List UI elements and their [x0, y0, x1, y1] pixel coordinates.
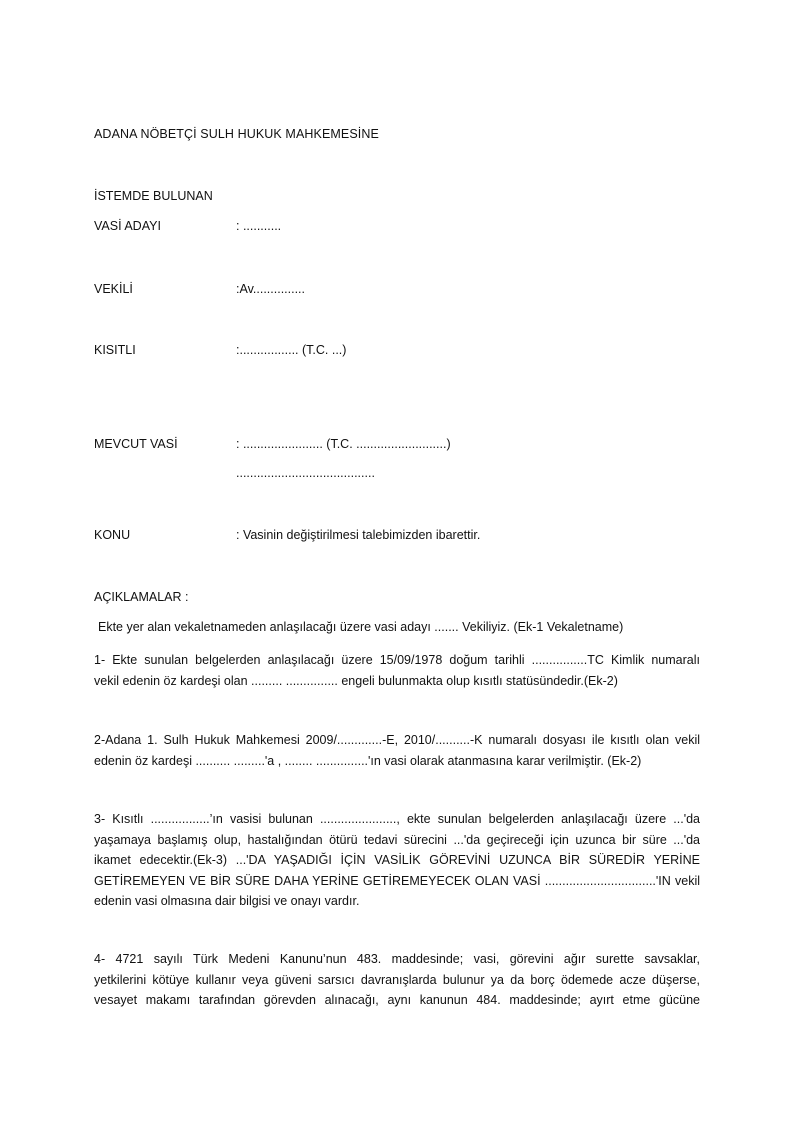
- paragraph-line: 2-Adana 1. Sulh Hukuk Mahkemesi 2009/.............-E, 2010/..........-K numaralı dosyası ile kısıtlı olan vekil: [94, 733, 700, 747]
- explanations-heading: AÇIKLAMALAR :: [94, 590, 189, 604]
- current-guardian-value-line2: ........................................: [236, 466, 375, 480]
- paragraph-line: vekil edenin öz kardeşi olan ......... ............... engeli bulunmakta olup kısıtlı statüsündedir.(Ek-2): [94, 673, 618, 688]
- paragraph-line: yetkilerini kötüye kullanır veya güveni sarsıcı davranışlarda bulunur ya da borç ödemede acze düşerse,: [94, 972, 700, 987]
- paragraph-3: [94, 809, 700, 912]
- subject-label: KONU: [94, 528, 131, 542]
- current-guardian-label: MEVCUT VASİ: [94, 437, 178, 451]
- paragraph-line: edenin öz kardeşi .......... .........'a , ........ ...............'ın vasi olarak atanmasına karar verilmiştir. (Ek-2): [94, 753, 642, 768]
- paragraph-line: 4- 4721 sayılı Türk Medeni Kanunu’nun 483. maddesinde; vasi, görevini ağır surette savsaklar,: [94, 952, 700, 966]
- attorney-value: :Av...............: [236, 282, 306, 296]
- applicant-heading: İSTEMDE BULUNAN: [94, 189, 213, 203]
- paragraph-line: GETİREMEYEN VE BİR SÜRE DAHA YERİNE GETİREMEYECEK OLAN VASİ ................................'IN vekil: [94, 873, 700, 888]
- subject-value: : Vasinin değiştirilmesi talebimizden ibarettir.: [236, 528, 481, 542]
- paragraph-1: [94, 650, 700, 691]
- restricted-label: KISITLI: [94, 343, 136, 357]
- court-title: ADANA NÖBETÇİ SULH HUKUK MAHKEMESİNE: [94, 127, 379, 141]
- paragraph-line: vesayet makamı tarafından görevden alınacağı, aynı kanunun 484. maddesinde; ayırt etme gücüne: [94, 993, 700, 1007]
- guardian-candidate-value: : ...........: [236, 219, 282, 233]
- current-guardian-value: : ....................... (T.C. ..........................): [236, 437, 451, 451]
- guardian-candidate-label: VASİ ADAYI: [94, 219, 161, 233]
- paragraph-line: 3- Kısıtlı .................’ın vasisi bulunan ......................, ekte sunulan belgelerden anlaşılacağı üzere ...'da: [94, 812, 700, 826]
- intro-paragraph: Ekte yer alan vekaletnameden anlaşılacağı üzere vasi adayı ....... Vekiliyiz. (Ek-1 Vekaletname): [98, 620, 624, 634]
- paragraph-line: ikamet edecektir.(Ek-3) ...'DA YAŞADIĞI İÇİN VASİLİK GÖREVİNİ UZUNCA BİR SÜREDİR YERİNE: [94, 853, 700, 867]
- paragraph-2: [94, 730, 700, 771]
- paragraph-line: edenin vasi olmasına dair bilgisi ve onayı vardır.: [94, 894, 360, 908]
- paragraph-4: [94, 949, 700, 1011]
- attorney-label: VEKİLİ: [94, 282, 133, 296]
- paragraph-line: 1- Ekte sunulan belgelerden anlaşılacağı üzere 15/09/1978 doğum tarihli ................TC Kimlik numaralı: [94, 653, 700, 667]
- paragraph-line: yaşamaya başlamış olup, hastalığından ötürü tedavi sürecini ...'da geçireceği için uzunca bir süre ...'da: [94, 832, 700, 847]
- restricted-value: :................. (T.C. ...): [236, 343, 347, 357]
